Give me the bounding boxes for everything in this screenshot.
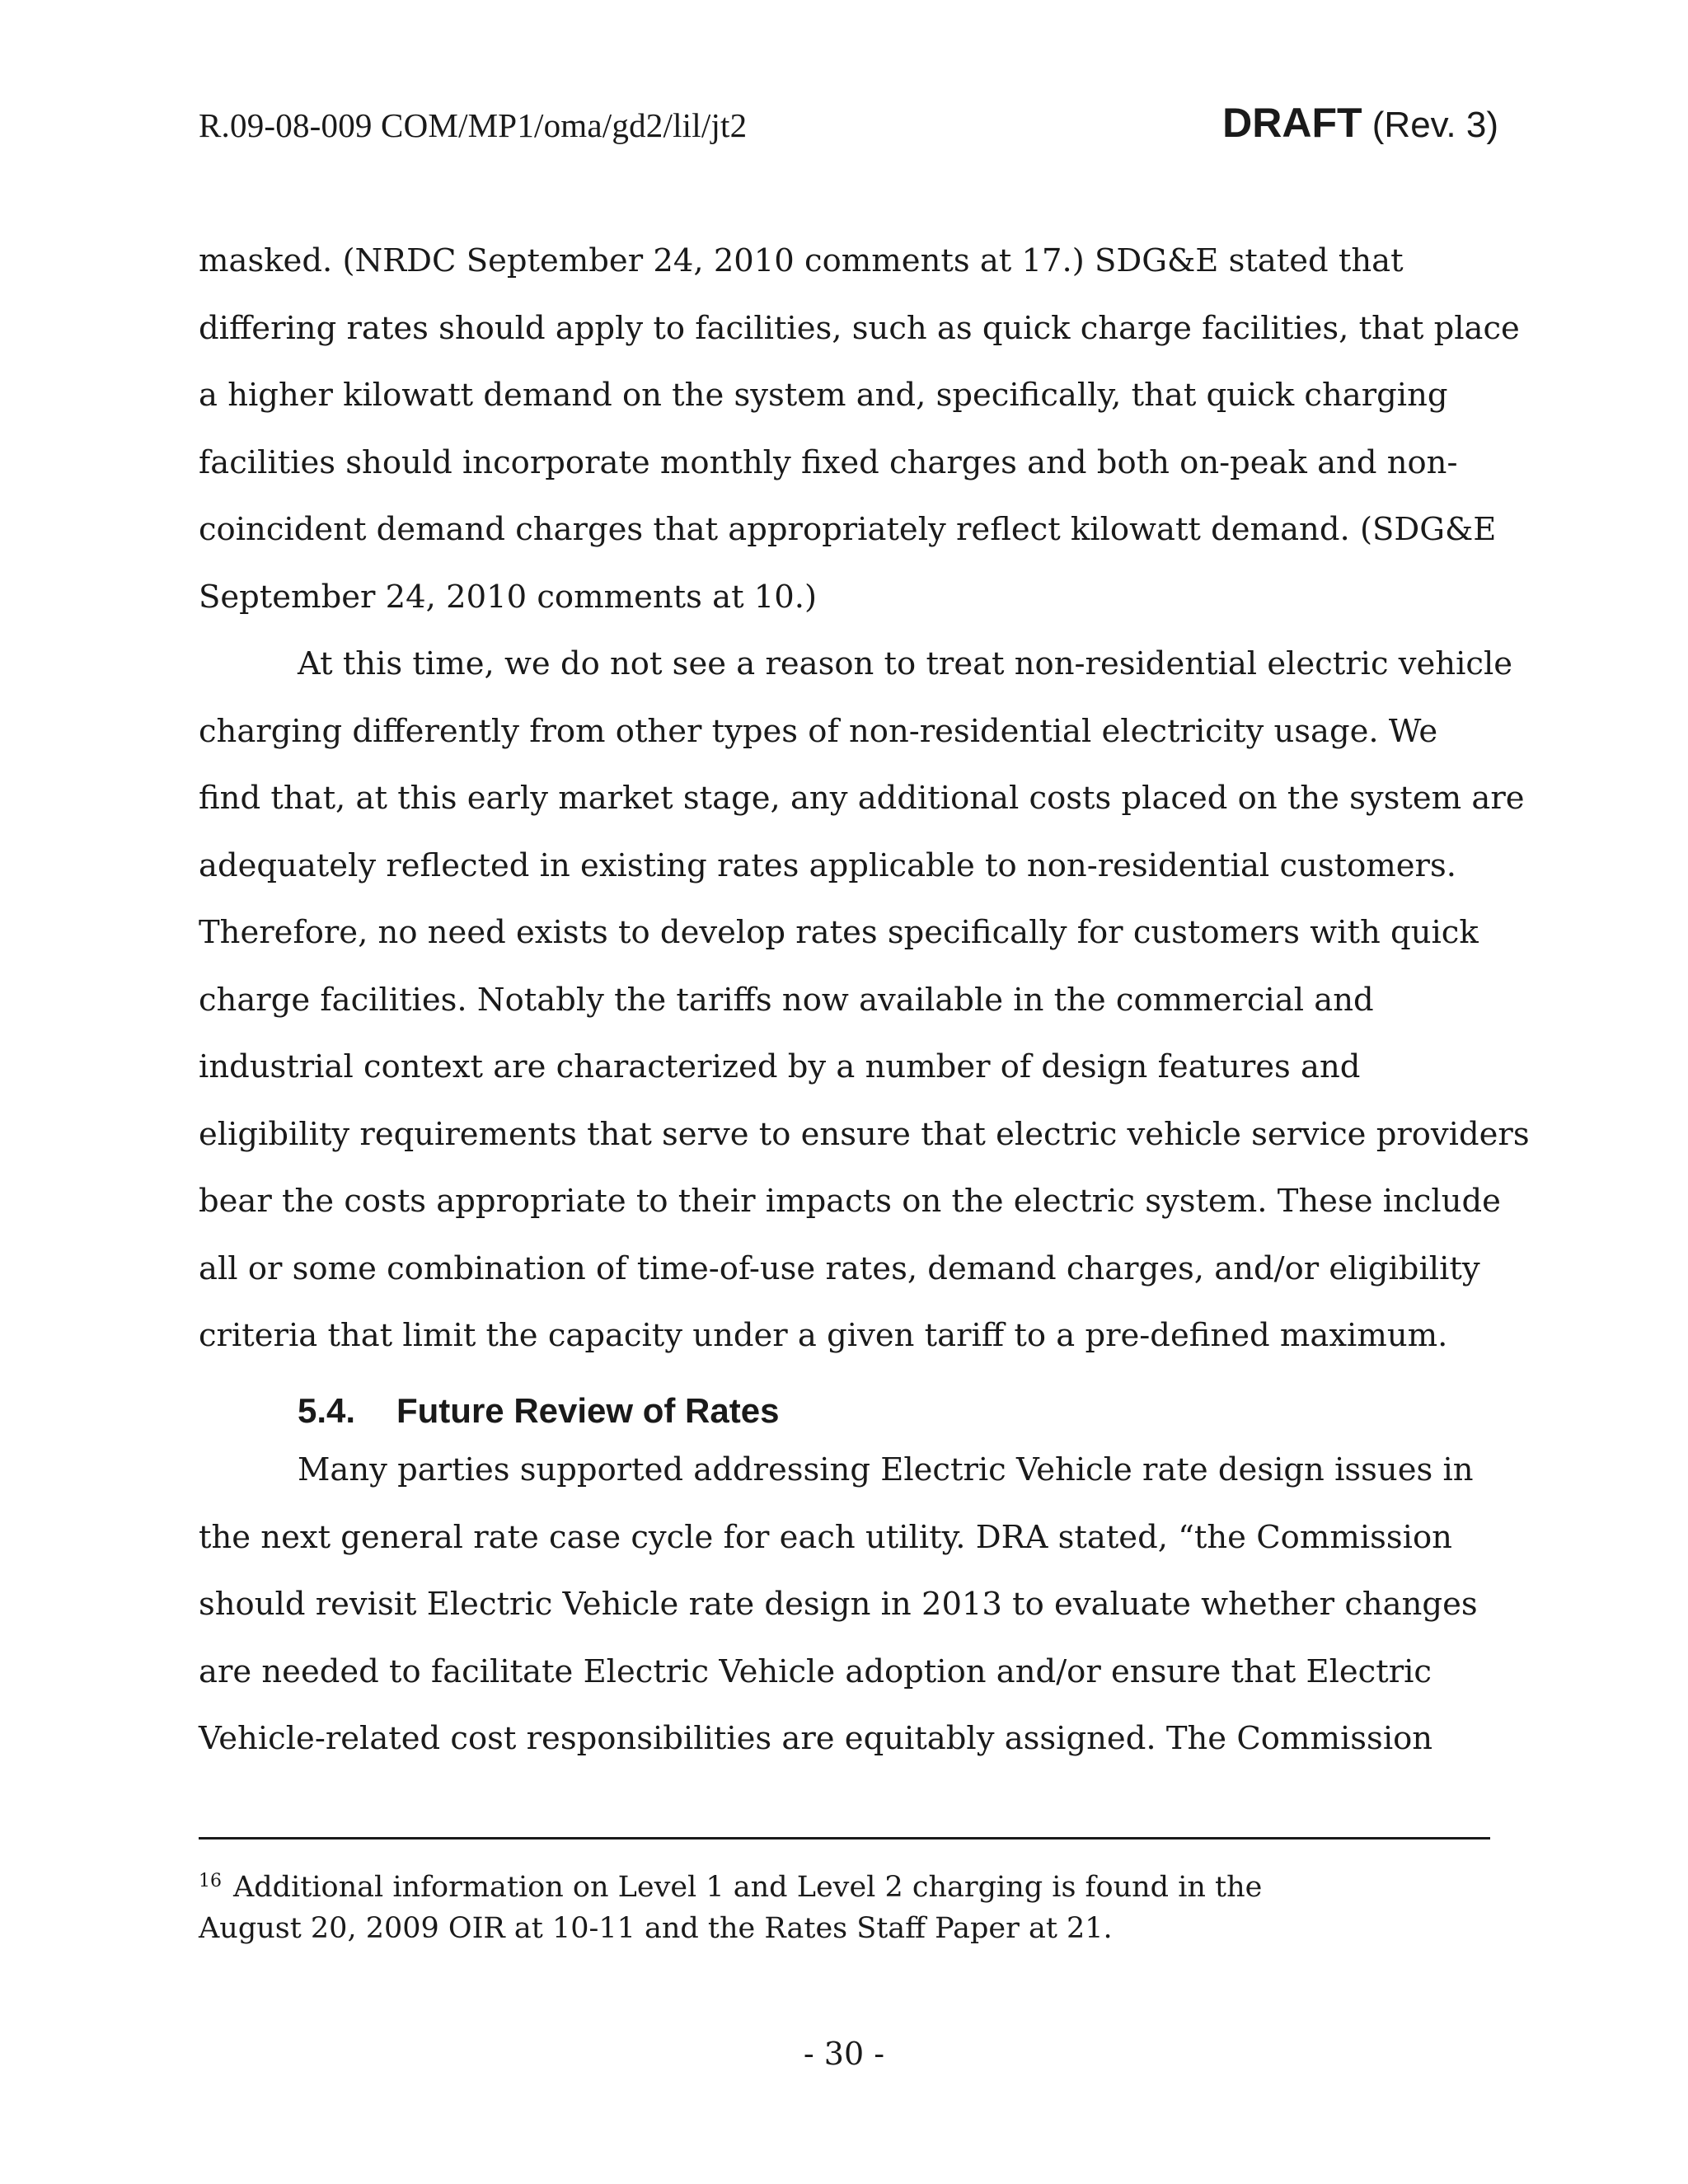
footnote-text: Additional information on Level 1 and Level 2 charging is found in the (233, 1871, 1263, 1904)
footnote-line (199, 1861, 1262, 1908)
paragraph-finding (199, 630, 1530, 1370)
text-line: facilities should incorporate monthly fixed charges and both on-peak and non- (199, 443, 1458, 481)
text-line: criteria that limit the capacity under a given tariff to a pre-defined maximum. (199, 1317, 1448, 1354)
text-line: At this time, we do not see a reason to treat non-residential electric vehicle (298, 645, 1513, 682)
text-line: coincident demand charges that appropriately reflect kilowatt demand. (SDG&E (199, 511, 1497, 548)
draft-label: DRAFT (1222, 100, 1362, 146)
paragraph-future-review (199, 1436, 1501, 1773)
text-line: industrial context are characterized by a number of design features and (199, 1048, 1361, 1085)
section-title: Future Review of Rates (396, 1391, 780, 1430)
section-number: 5.4. (298, 1391, 356, 1430)
text-line: Therefore, no need exists to develop rates specifically for customers with quick (199, 914, 1479, 951)
text-line: are needed to facilitate Electric Vehicle adoption and/or ensure that Electric (199, 1652, 1432, 1690)
footnote-line: August 20, 2009 OIR at 10-11 and the Rates Staff Paper at 21. (199, 1912, 1113, 1945)
paragraph-continued (199, 227, 1520, 630)
text-line: bear the costs appropriate to their impacts on the electric system. These include (199, 1183, 1501, 1220)
footnote (199, 1861, 1262, 1949)
section-heading (298, 1391, 779, 1431)
text-line: should revisit Electric Vehicle rate design in 2013 to evaluate whether changes (199, 1586, 1478, 1623)
draft-header (1222, 99, 1498, 147)
text-line: all or some combination of time-of-use rates, demand charges, and/or eligibility (199, 1249, 1480, 1287)
text-line: charge facilities. Notably the tariffs now available in the commercial and (199, 981, 1374, 1019)
text-line: differing rates should apply to facilities, such as quick charge facilities, that place (199, 309, 1520, 347)
footnote-mark: 16 (199, 1871, 222, 1891)
text-line: masked. (NRDC September 24, 2010 comments at 17.) SDG&E stated that (199, 242, 1404, 279)
docket-header: R.09-08-009 COM/MP1/oma/gd2/lil/jt2 (199, 106, 748, 144)
footnote-divider (199, 1837, 1490, 1840)
text-line: Many parties supported addressing Electric Vehicle rate design issues in (298, 1451, 1474, 1488)
text-line: the next general rate case cycle for each utility. DRA stated, “the Commission (199, 1518, 1452, 1556)
text-line: adequately reflected in existing rates applicable to non-residential customers. (199, 846, 1456, 884)
text-line: September 24, 2010 comments at 10.) (199, 578, 818, 616)
text-line: eligibility requirements that serve to ensure that electric vehicle service providers (199, 1115, 1530, 1153)
page-number: - 30 - (803, 2036, 885, 2072)
text-line: find that, at this early market stage, any additional costs placed on the system are (199, 780, 1525, 817)
revision-label: (Rev. 3) (1372, 105, 1498, 145)
text-line: charging differently from other types of non-residential electricity usage. We (199, 712, 1438, 750)
text-line: Vehicle-related cost responsibilities are equitably assigned. The Commission (199, 1720, 1433, 1757)
text-line: a higher kilowatt demand on the system and, specifically, that quick charging (199, 377, 1448, 414)
